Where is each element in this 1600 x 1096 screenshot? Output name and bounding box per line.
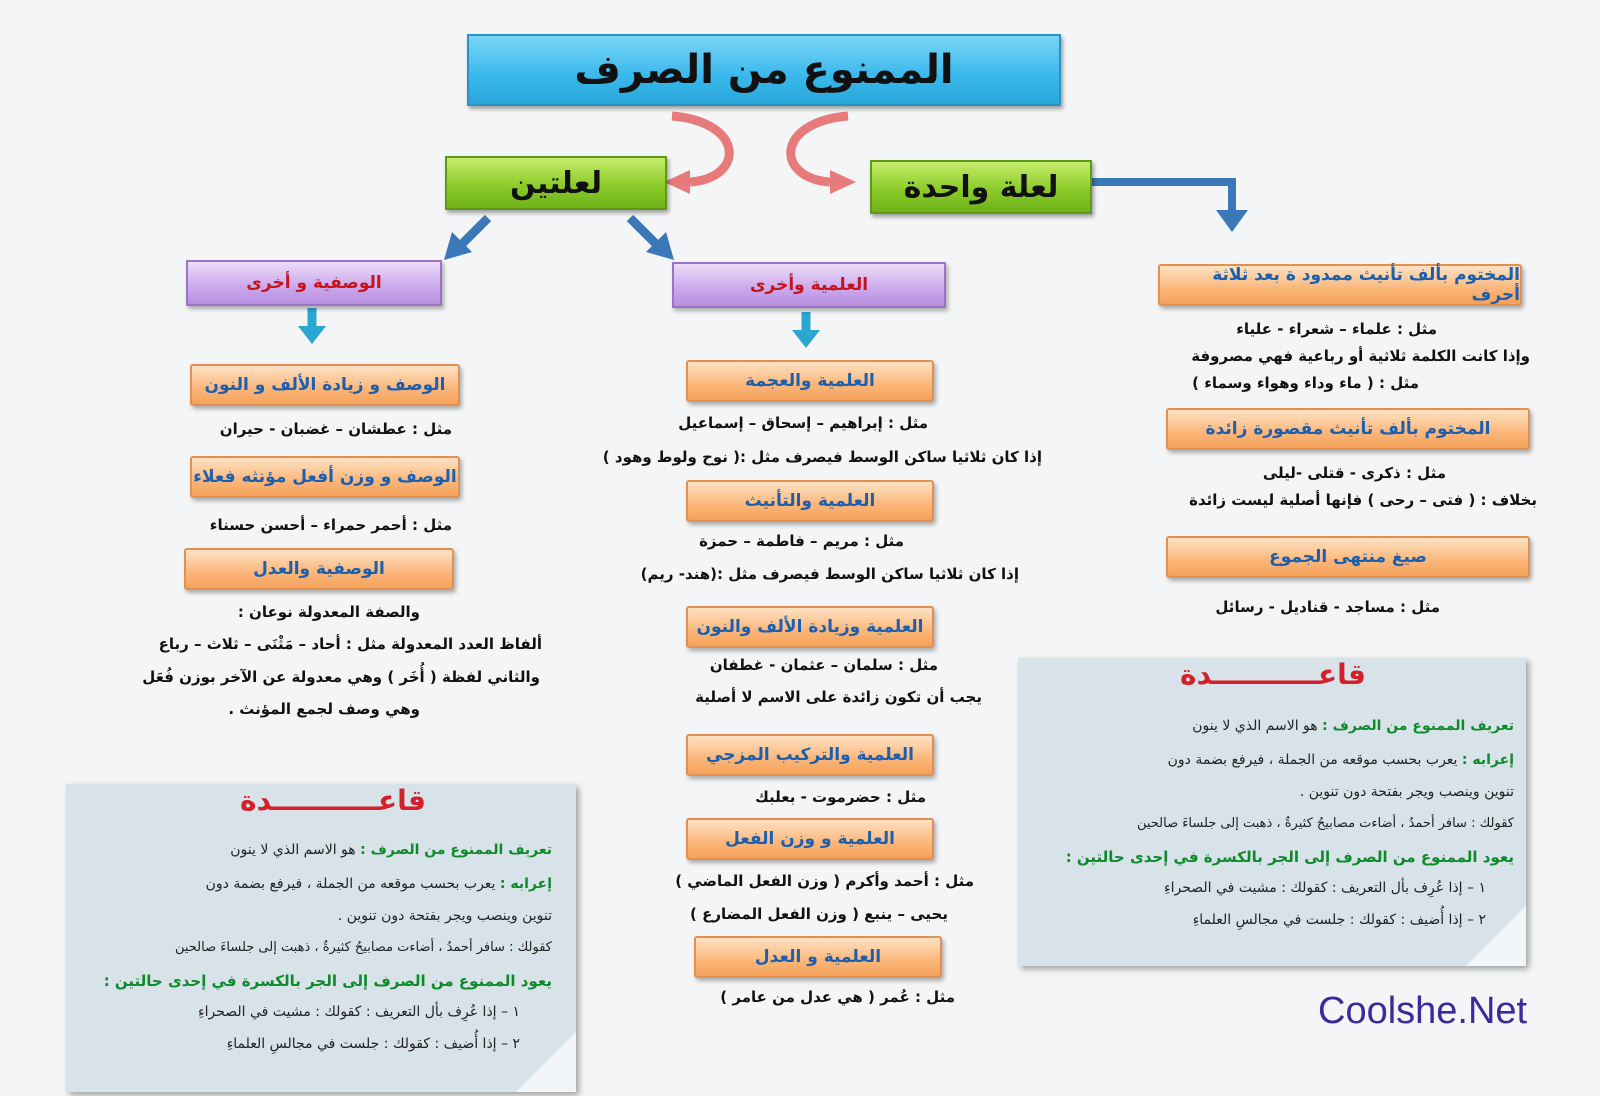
wasfiya-item-3-line-3: والثاني لفظة ( أُخَر ) وهي معدولة عن الآخر بوزن فُعَل [142, 668, 540, 686]
alamiya-item-5-line-1: مثل : أحمد وأكرم ( وزن الفعل الماضي ) [675, 872, 974, 890]
alamiya-item-1-line-2: إذا كان ثلاثيا ساكن الوسط فيصرف مثل :( نوح ولوط وهود ) [602, 448, 1042, 466]
rule-note-left [66, 784, 576, 1092]
wasfiya-item-2-line-1: مثل : أحمر حمراء – أحسن حسناء [209, 516, 452, 534]
rule-returns: يعود الممنوع من الصرف إلى الجر بالكسرة في إحدى حالتين : [103, 972, 552, 990]
wasfiya-item-2: الوصف و وزن أفعل مؤنثه فعلاء [190, 456, 460, 498]
one-cause-item-2-line-1: مثل : ذكرى - قتلى -ليلى [1262, 464, 1446, 482]
alamiya-item-1-line-1: مثل : إبراهيم – إسحاق – إسماعيل [678, 414, 928, 432]
branch-two-causes: لعلتين [445, 156, 667, 210]
wasfiya-item-3: الوصفية والعدل [184, 548, 454, 590]
rule-irab [1168, 752, 1514, 768]
one-cause-item-2-line-2: بخلاف : ( فتى – رحى ) فإنها أصلية ليست زائدة [1189, 491, 1537, 509]
one-cause-item-1: المختوم بألف تأنيث ممدود ة بعد ثلاثة أحرف [1158, 264, 1522, 306]
rule-title: قاعـــــــــــدة [1180, 658, 1366, 691]
rule-irab-text-2: تنوين وينصب ويجر بفتحة دون تنوين . [337, 908, 552, 924]
one-cause-item-1-line-1: مثل : علماء – شعراء - علياء [1236, 320, 1437, 338]
rule-definition-label: تعريف الممنوع من الصرف : [360, 842, 552, 858]
alamiya-item-2-line-2: إذا كان ثلاثيا ساكن الوسط فيصرف مثل :(هند- ريم) [640, 565, 1019, 583]
page-curl [516, 1032, 576, 1092]
alamiya-item-3-line-1: مثل : سلمان – عثمان - غطفان [709, 656, 938, 674]
rule-example: كقولك : سافر أحمدُ ، أضاءت مصابيحُ كثيرةٌ ، ذهبت إلى جلساءَ صالحين [1136, 816, 1514, 831]
one-cause-item-2: المختوم بألف تأنيث مقصورة زائدة [1166, 408, 1530, 450]
wasfiya-item-1-line-1: مثل : عطشان – غضبان - حيران [219, 420, 452, 438]
alamiya-item-4: العلمية والتركيب المزجي [686, 734, 934, 776]
alamiya-item-5: العلمية و وزن الفعل [686, 818, 934, 860]
alamiya-item-5-line-2: يحيى – ينبع ( وزن الفعل المضارع ) [690, 905, 948, 923]
rule-irab-label: إعرابه : [499, 876, 552, 892]
alamiya-item-3: العلمية وزيادة الألف والنون [686, 606, 934, 648]
rule-note-right [1018, 658, 1526, 966]
rule-title: قاعـــــــــــدة [240, 784, 426, 817]
alamiya-header: العلمية وأخرى [672, 262, 946, 308]
one-cause-item-1-line-3: مثل : ( ماء وداء وهواء وسماء ) [1192, 374, 1419, 392]
rule-irab [206, 876, 552, 892]
wasfiya-item-3-line-4: وهي وصف لجمع المؤنث . [228, 700, 420, 718]
wasfiya-item-3-line-1: والصفة المعدولة نوعان : [237, 603, 420, 621]
rule-returns: يعود الممنوع من الصرف إلى الجر بالكسرة في إحدى حالتين : [1065, 848, 1514, 866]
rule-definition [1192, 718, 1514, 734]
wasfiya-item-1: الوصف و زيادة الألف و النون [190, 364, 460, 406]
rule-case-1: ١ – إذا عُرِف بأل التعريف : كقولك : مشيت في الصحراءِ [1164, 880, 1486, 896]
rule-irab-text: يعرب بحسب موقعه من الجملة ، فيرفع بضمة دون [1167, 752, 1458, 768]
one-cause-item-3: صيغ منتهى الجموع [1166, 536, 1530, 578]
rule-case-2: ٢ – إذا أُضيف : كقولك : جلست في مجالسِ العلماءِ [226, 1036, 520, 1052]
alamiya-item-2: العلمية والتأنيث [686, 480, 934, 522]
alamiya-item-3-line-2: يجب أن تكون زائدة على الاسم لا أصلية [695, 688, 982, 706]
alamiya-item-6-line-1: مثل : عُمر ( هي عدل من عامر ) [720, 988, 955, 1006]
alamiya-item-2-line-1: مثل : مريم – فاطمة – حمزة [699, 532, 904, 550]
alamiya-item-6: العلمية و العدل [694, 936, 942, 978]
page-title: الممنوع من الصرف [467, 34, 1061, 106]
rule-definition-text: هو الاسم الذي لا ينون [1192, 718, 1318, 734]
one-cause-item-3-line-1: مثل : مساجد - قناديل - رسائل [1215, 598, 1440, 616]
alamiya-item-4-line-1: مثل : حضرموت - بعلبك [755, 788, 926, 806]
rule-definition-label: تعريف الممنوع من الصرف : [1322, 718, 1514, 734]
branch-one-cause: لعلة واحدة [870, 160, 1092, 214]
wasfiya-item-3-line-2: ألفاظ العدد المعدولة مثل : أحاد – مَثْنَى – ثلاث – رباع [158, 635, 542, 653]
one-cause-item-1-line-2: وإذا كانت الكلمة ثلاثية أو رباعية فهي مصروفة [1191, 347, 1530, 365]
rule-irab-text: يعرب بحسب موقعه من الجملة ، فيرفع بضمة دون [205, 876, 496, 892]
rule-definition-text: هو الاسم الذي لا ينون [230, 842, 356, 858]
alamiya-item-1: العلمية والعجمة [686, 360, 934, 402]
rule-irab-text-2: تنوين وينصب ويجر بفتحة دون تنوين . [1299, 784, 1514, 800]
rule-irab-label: إعرابه : [1461, 752, 1514, 768]
rule-example: كقولك : سافر أحمدُ ، أضاءت مصابيحُ كثيرةٌ ، ذهبت إلى جلساءَ صالحين [174, 940, 552, 955]
brand-watermark: Coolshe.Net [1318, 990, 1528, 1032]
rule-definition [230, 842, 552, 858]
rule-case-2: ٢ – إذا أُضيف : كقولك : جلست في مجالسِ العلماءِ [1192, 912, 1486, 928]
wasfiya-header: الوصفية و أخرى [186, 260, 442, 306]
rule-case-1: ١ – إذا عُرِف بأل التعريف : كقولك : مشيت في الصحراءِ [198, 1004, 520, 1020]
